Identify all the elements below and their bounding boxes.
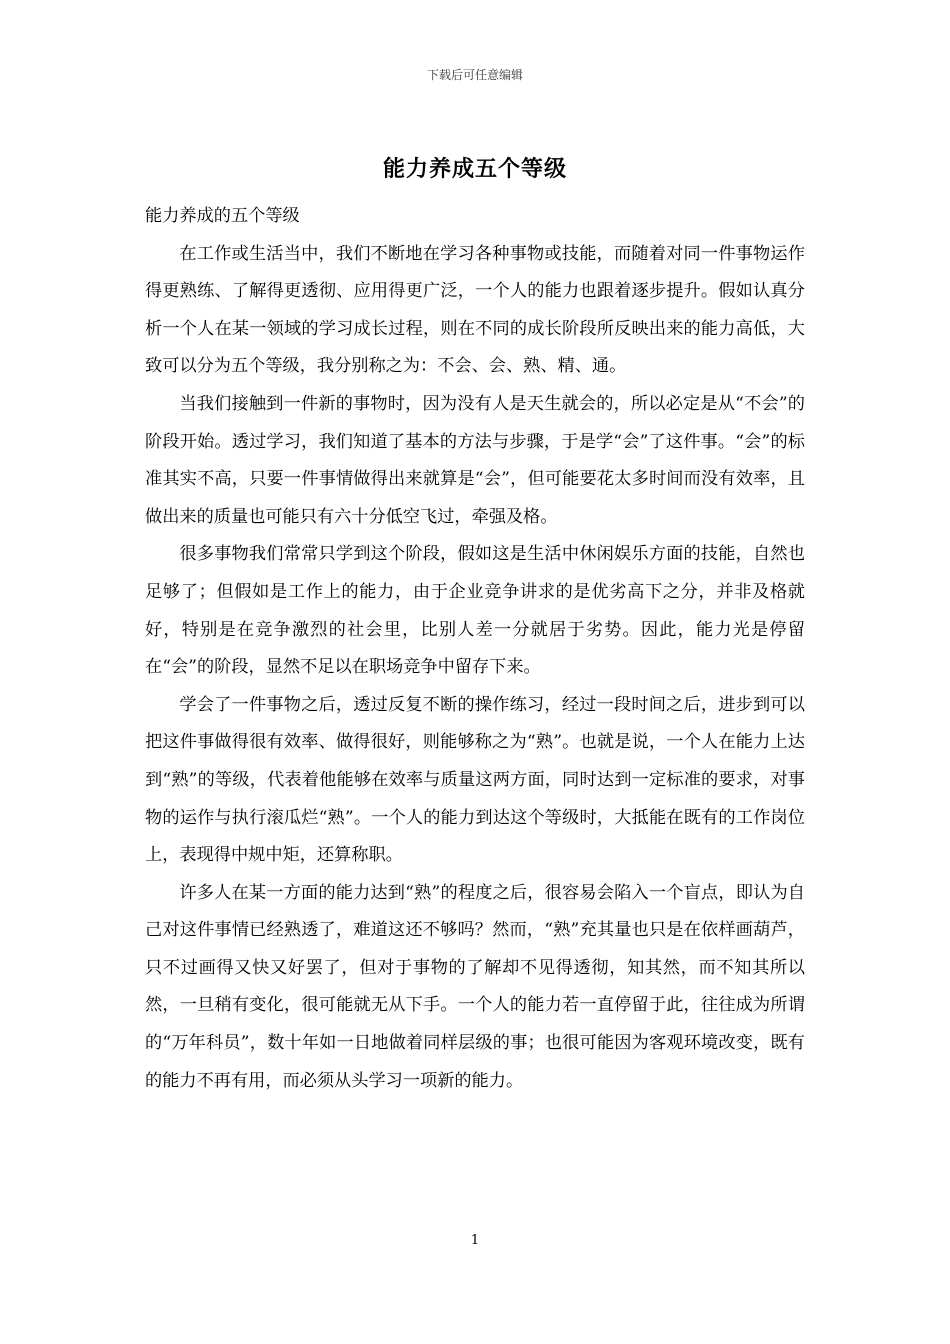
paragraph: 学会了一件事物之后，透过反复不断的操作练习，经过一段时间之后，进步到可以把这件事做得很有效率、做得很好，则能够称之为“熟”。也就是说，一个人在能力上达到“熟”的等级，代表着他能够在效率与质量这两方面，同时达到一定标准的要求，对事物的运作与执行滚瓜烂“熟”。一个人的能力到达这个等级时，大抵能在既有的工作岗位上，表现得中规中矩，还算称职。	[145, 694, 805, 866]
document-title: 能力养成五个等级	[382, 156, 567, 182]
paragraph: 许多人在某一方面的能力达到“熟”的程度之后，很容易会陷入一个盲点，即认为自己对这件事情已经熟透了，难道这还不够吗？然而，“熟”充其量也只是在依样画葫芦，只不过画得又快又好罢了，但对于事物的了解却不见得透彻，知其然，而不知其所以然，一旦稍有变化，很可能就无从下手。一个人的能力若一直停留于此，往往成为所谓的“万年科员”，数十年如一日地做着同样层级的事；也很可能因为客观环境改变，既有的能力不再有用，而必须从头学习一项新的能力。	[145, 882, 805, 1091]
page-header: 下载后可任意编辑	[426, 68, 523, 82]
paragraph: 在工作或生活当中，我们不断地在学习各种事物或技能，而随着对同一件事物运作得更熟练、了解得更透彻、应用得更广泛，一个人的能力也跟着逐步提升。假如认真分析一个人在某一领域的学习成长过程，则在不同的成长阶段所反映出来的能力高低，大致可以分为五个等级，我分别称之为：不会、会、熟、精、通。	[145, 243, 805, 377]
paragraph: 很多事物我们常常只学到这个阶段，假如这是生活中休闲娱乐方面的技能，自然也足够了；但假如是工作上的能力，由于企业竞争讲求的是优劣高下之分，并非及格就好，特别是在竞争激烈的社会里，比别人差一分就居于劣势。因此，能力光是停留在“会”的阶段，显然不足以在职场竞争中留存下来。	[145, 544, 805, 678]
paragraph: 当我们接触到一件新的事物时，因为没有人是天生就会的，所以必定是从“不会”的阶段开始。透过学习，我们知道了基本的方法与步骤，于是学“会”了这件事。“会”的标准其实不高，只要一件事情做得出来就算是“会”，但可能要花太多时间而没有效率，且做出来的质量也可能只有六十分低空飞过，牵强及格。	[145, 393, 805, 527]
page-number: 1	[470, 1233, 480, 1248]
document-subtitle: 能力养成的五个等级	[145, 206, 300, 226]
document-body	[145, 198, 805, 1100]
